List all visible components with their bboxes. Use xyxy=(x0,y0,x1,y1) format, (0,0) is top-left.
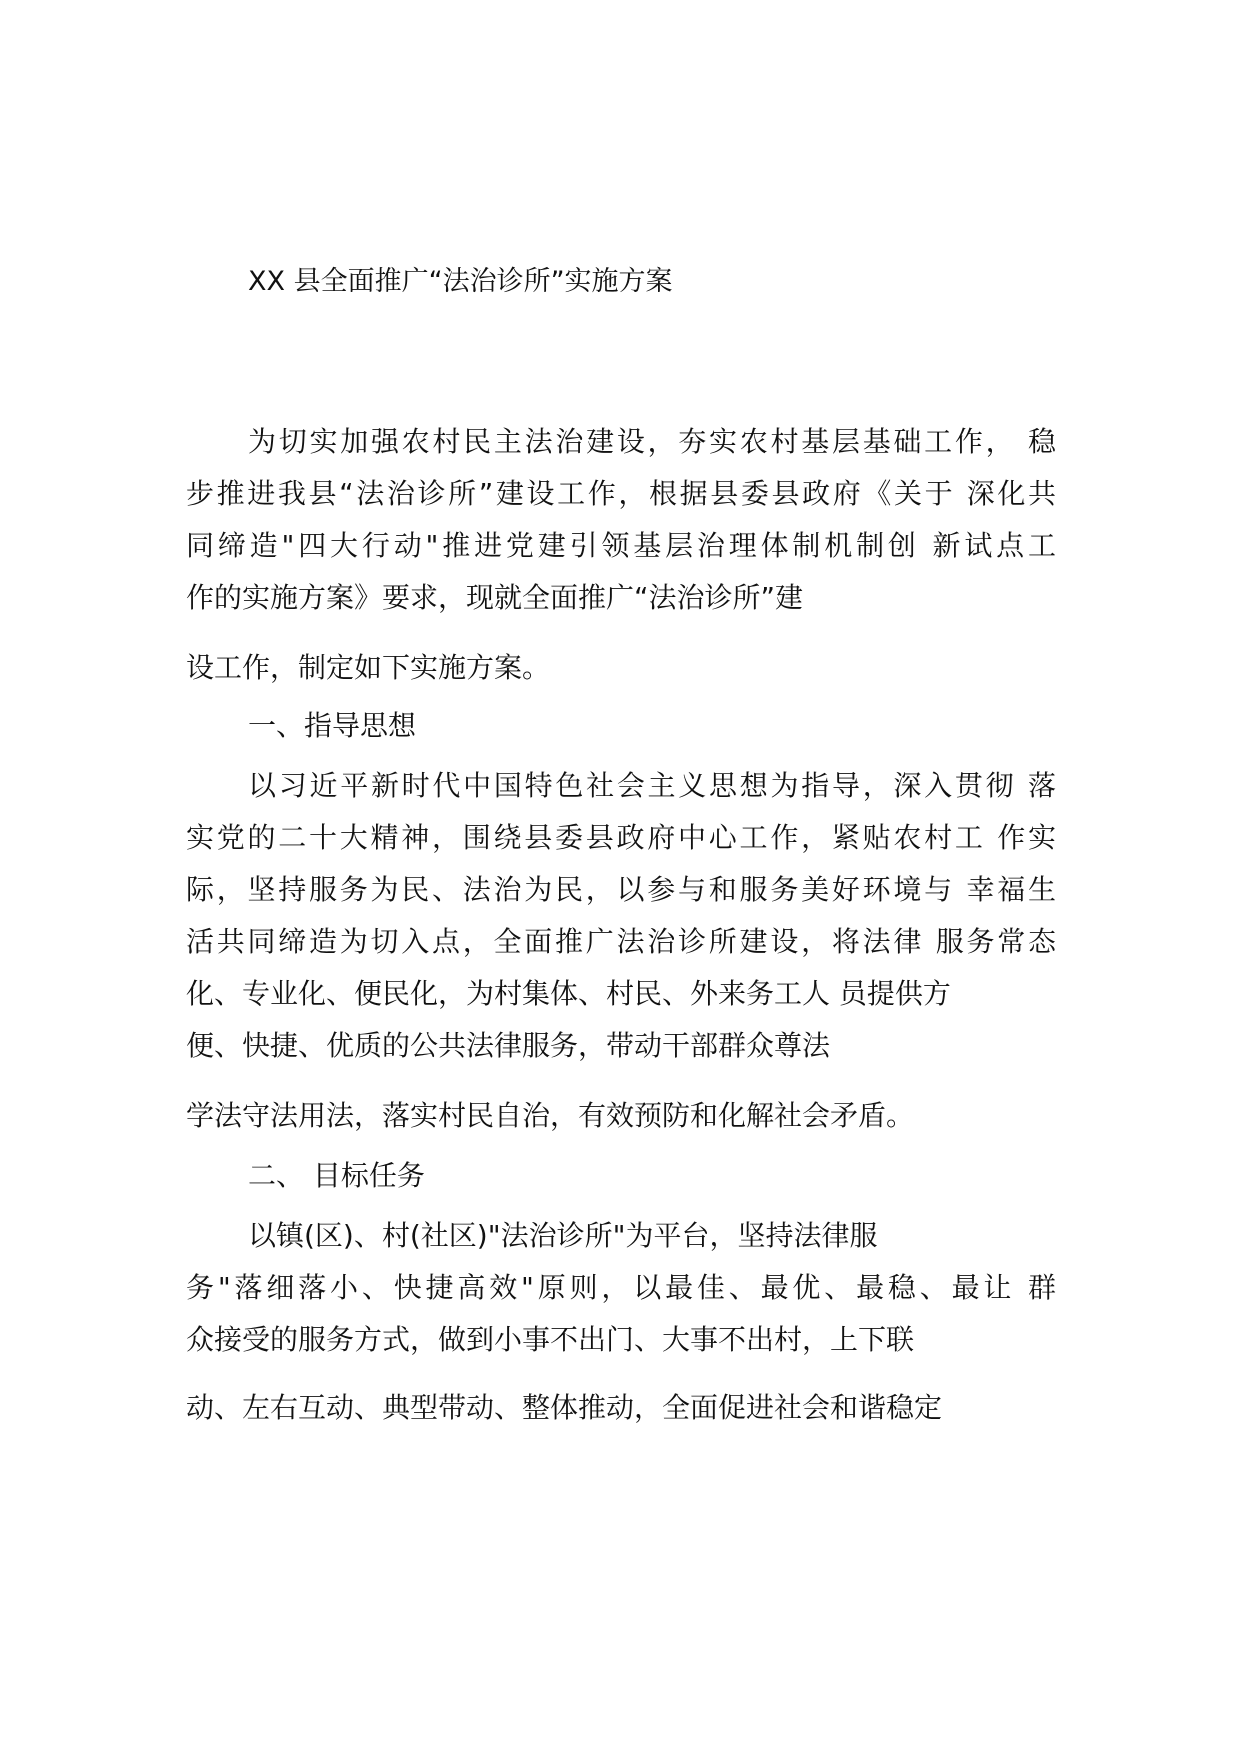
section-heading: 二、 目标任务 xyxy=(248,1159,425,1192)
paragraph-line: 务"落细落小、快捷高效"原则，以最佳、最优、最稳、最让 群 xyxy=(186,1271,1056,1304)
section-heading: 一、指导思想 xyxy=(248,709,417,742)
paragraph-line: 设工作，制定如下实施方案。 xyxy=(186,651,551,684)
paragraph-line: 际，坚持服务为民、法治为民，以参与和服务美好环境与 幸福生 xyxy=(186,873,1056,906)
paragraph-line: 活共同缔造为切入点，全面推广法治诊所建设，将法律 服务常态 xyxy=(186,925,1056,958)
paragraph-line: 实党的二十大精神，围绕县委县政府中心工作，紧贴农村工 作实 xyxy=(186,821,1056,854)
document-title: XX 县全面推广“法治诊所”实施方案 xyxy=(248,266,673,297)
paragraph-line: 步推进我县“法治诊所”建设工作，根据县委县政府《关于 深化共 xyxy=(186,477,1056,510)
paragraph-line: 便、快捷、优质的公共法律服务，带动干部群众尊法 xyxy=(186,1029,831,1062)
paragraph-line: 作的实施方案》要求，现就全面推广“法治诊所”建 xyxy=(186,581,804,614)
paragraph-line: 同缔造"四大行动"推进党建引领基层治理体制机制创 新试点工 xyxy=(186,529,1056,562)
paragraph-line: 为切实加强农村民主法治建设，夯实农村基层基础工作， 稳 xyxy=(248,425,1056,458)
paragraph-line: 以习近平新时代中国特色社会主义思想为指导，深入贯彻 落 xyxy=(248,769,1056,802)
paragraph-line: 众接受的服务方式，做到小事不出门、大事不出村，上下联 xyxy=(186,1323,915,1356)
paragraph-line: 以镇(区)、村(社区)"法治诊所"为平台，坚持法律服 xyxy=(248,1219,878,1252)
paragraph-line: 化、专业化、便民化，为村集体、村民、外来务工人 员提供方 xyxy=(186,977,951,1010)
paragraph-line: 动、左右互动、典型带动、整体推动，全面促进社会和谐稳定 xyxy=(186,1391,943,1424)
paragraph-line: 学法守法用法，落实村民自治，有效预防和化解社会矛盾。 xyxy=(186,1099,915,1132)
